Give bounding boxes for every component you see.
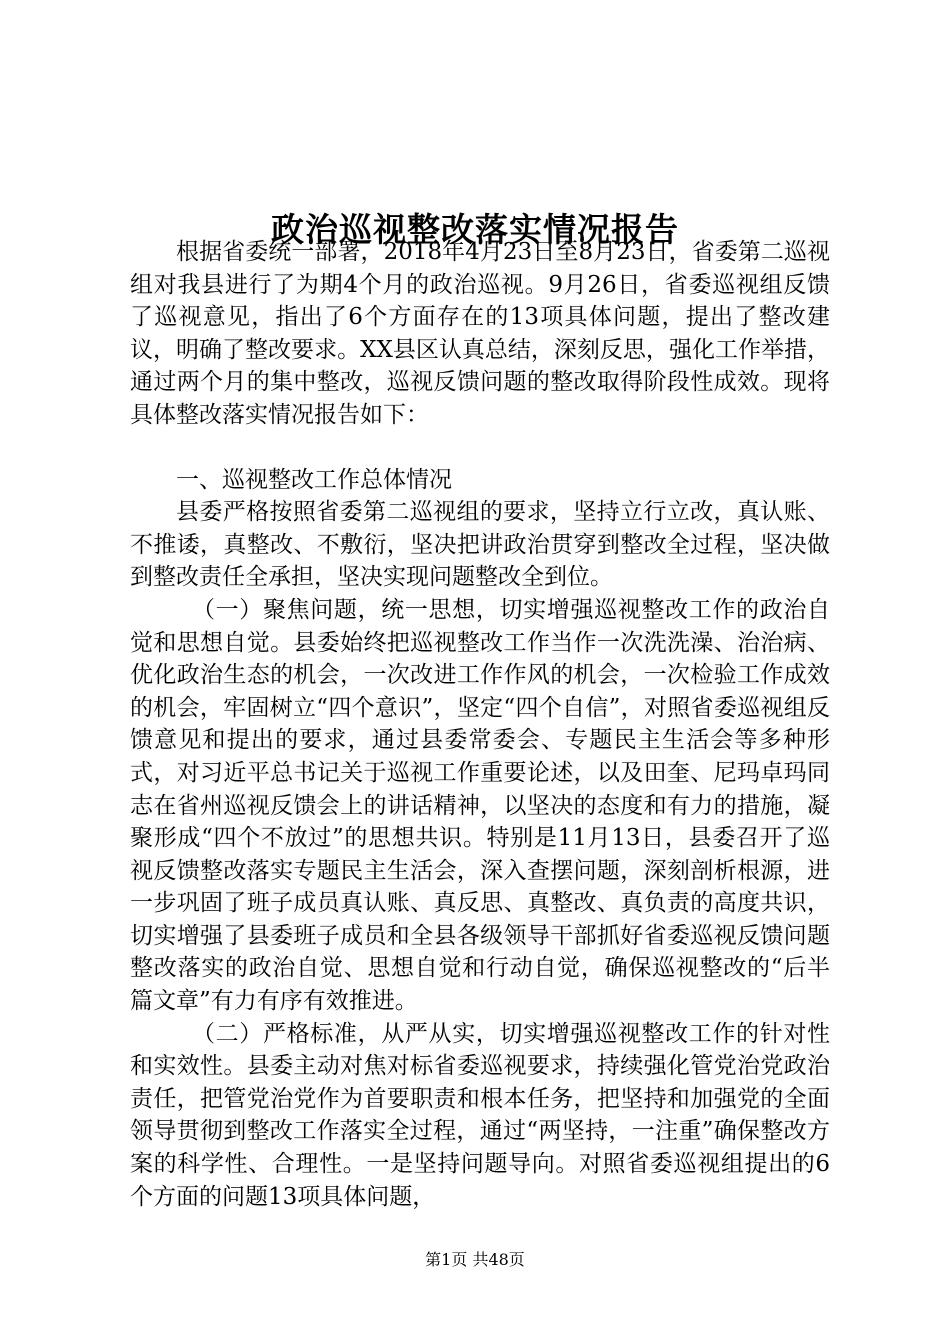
intro-paragraph: 根据省委统一部署，2018年4月23日至8月23日，省委第二巡视组对我县进行了为期4个月的政治巡视。9月26日，省委巡视组反馈了巡视意见，指出了6个方面存在的13项具体问题，提出了整改建议，明确了整改要求。XX县区认真总结，深刻反思，强化工作举措，通过两个月的集中整改，巡视反馈问题的整改取得阶段性成效。现将具体整改落实情况报告如下： [130,239,830,428]
document-title: 政治巡视整改落实情况报告 [271,210,679,250]
document-body [130,236,830,1213]
section-1-paragraph: 县委严格按照省委第二巡视组的要求，坚持立行立改，真认账、不推诿，真整改、不敷衍，坚决把讲政治贯穿到整改全过程，坚决做到整改责任全承担，坚决实现问题整改全到位。 [130,499,830,591]
subsection-1-paragraph: （一）聚焦问题，统一思想，切实增强巡视整改工作的政治自觉和思想自觉。县委始终把巡视整改工作当作一次洗洗澡、治治病、优化政治生态的机会，一次改进工作作风的机会，一次检验工作成效的机会，牢固树立“四个意识”，坚定“四个自信”，对照省委巡视组反馈意见和提出的要求，通过县委常委会、专题民主生活会等多种形式，对习近平总书记关于巡视工作重要论述，以及田奎、尼玛卓玛同志在省州巡视反馈会上的讲话精神，以坚决的态度和有力的措施，凝聚形成“四个不放过”的思想共识。特别是11月13日，县委召开了巡视反馈整改落实专题民主生活会，深入查摆问题，深刻剖析根源，进一步巩固了班子成员真认账、真反思、真整改、真负责的高度共识，切实增强了县委班子成员和全县各级领导干部抓好省委巡视反馈问题整改落实的政治自觉、思想自觉和行动自觉，确保巡视整改的“后半篇文章”有力有序有效推进。 [130,596,830,1015]
subsection-2-paragraph: （二）严格标准，从严从实，切实增强巡视整改工作的针对性和实效性。县委主动对焦对标省委巡视要求，持续强化管党治党政治责任，把管党治党作为首要职责和根本任务，把坚持和加强党的全面领导贯彻到整改工作落实全过程，通过“两坚持，一注重”确保整改方案的科学性、合理性。一是坚持问题导向。对照省委巡视组提出的6个方面的问题13项具体问题， [130,1020,830,1210]
page-footer: 第1页 共48页 [425,1250,525,1269]
section-heading-1: 一、巡视整改工作总体情况 [176,466,452,493]
